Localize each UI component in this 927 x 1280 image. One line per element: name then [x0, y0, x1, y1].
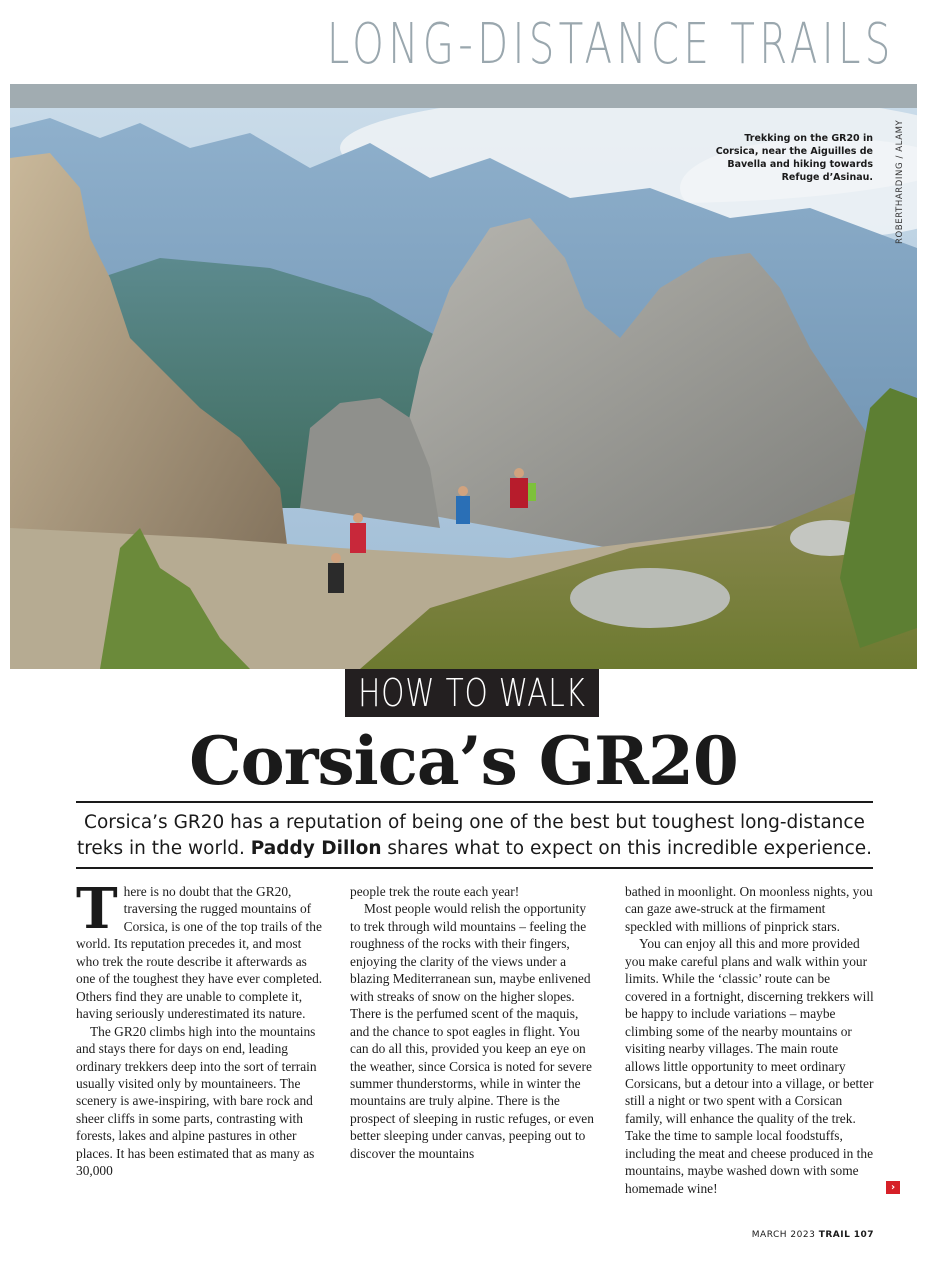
standfirst	[76, 810, 873, 862]
kicker-label: HOW TO WALK	[358, 671, 586, 715]
standfirst-bottom-rule	[76, 867, 873, 869]
header-band	[10, 84, 917, 108]
page-folio	[752, 1230, 874, 1240]
paragraph: people trek the route each year!	[350, 884, 520, 899]
author-name: Paddy Dillon	[250, 838, 382, 859]
body-column-1	[76, 876, 325, 1180]
paragraph: Most people would relish the opportunity to trek through wild mountains – feeling the roughness of the rocks with their fingers, enjoying the clarity of the views under a blazing Mediterranean sun, maybe enlivened with streaks of snow on the higher slopes. There is the perfumed scent of the maquis, and the chance to spot eagles in flight. You can do all this, provided you keep an eye on the weather, since Corsica is noted for severe summer thunderstorms, while in winter the mountains are truly alpine. There is the prospect of sleeping in rustic refuges, or even better sleeping under canvas, peeping out to discover the mountains	[350, 901, 594, 1161]
standfirst-text: Corsica’s GR20 has a reputation of being one of the best but toughest long-distance treks in the world.	[76, 812, 865, 859]
drop-cap: T	[76, 876, 118, 942]
standfirst-top-rule	[76, 801, 873, 803]
body-column-2	[350, 883, 599, 1162]
paragraph: The GR20 climbs high into the mountains and stays there for days on end, leading ordinary trekkers deep into the sort of terrain usually visited only by mountaineers. The scenery is awe-inspiring, with bare rock and sheer cliffs in some parts, contrasting with forests, lakes and alpine pastures in other places. It has been estimated that as many as 30,000	[76, 1023, 317, 1179]
hero-photo	[10, 108, 917, 669]
continue-arrow-icon: ›	[886, 1181, 900, 1194]
page-number: 107	[853, 1230, 874, 1240]
paragraph: here is no doubt that the GR20, traversing the rugged mountains of Corsica, is one of the top trails of the world. Its reputation precedes it, and most who trek the route describe it afterwards as one of the toughest they have ever completed. Others find they are unable to complete it, having seriously underestimated its nature.	[76, 884, 323, 1022]
section-header: LONG-DISTANCE TRAILS	[327, 12, 895, 77]
photo-caption: Trekking on the GR20 in Corsica, near the Aiguilles de Bavella and hiking towards Refuge d’Asinau.	[715, 133, 873, 183]
photo-credit: ROBERTHARDING / ALAMY	[895, 119, 905, 244]
article-headline: Corsica’s GR20	[189, 722, 738, 800]
issue-date: MARCH 2023	[751, 1230, 816, 1240]
standfirst-text-end: shares what to expect on this incredible experience.	[381, 838, 873, 859]
paragraph: bathed in moonlight. On moonless nights, you can gaze awe-struck at the firmament speckled with millions of pinprick stars.	[625, 884, 873, 934]
paragraph: You can enjoy all this and more provided you make careful plans and walk within your limits. While the ‘classic’ route can be covered in a fortnight, discerning trekkers will be happy to include variations – maybe climbing some of the nearby mountains or visiting nearby villages. The main route allows little opportunity to meet ordinary Corsicans, but a detour into a village, or better still a night or two spent with a Corsican family, will enhance the quality of the trek. Take the time to sample local foodstuffs, including the meat and cheese produced in the mountains, maybe washed down with some homemade wine!	[625, 936, 874, 1196]
body-column-3	[625, 883, 874, 1197]
magazine-name: TRAIL	[818, 1230, 851, 1240]
kicker-box	[345, 669, 599, 717]
